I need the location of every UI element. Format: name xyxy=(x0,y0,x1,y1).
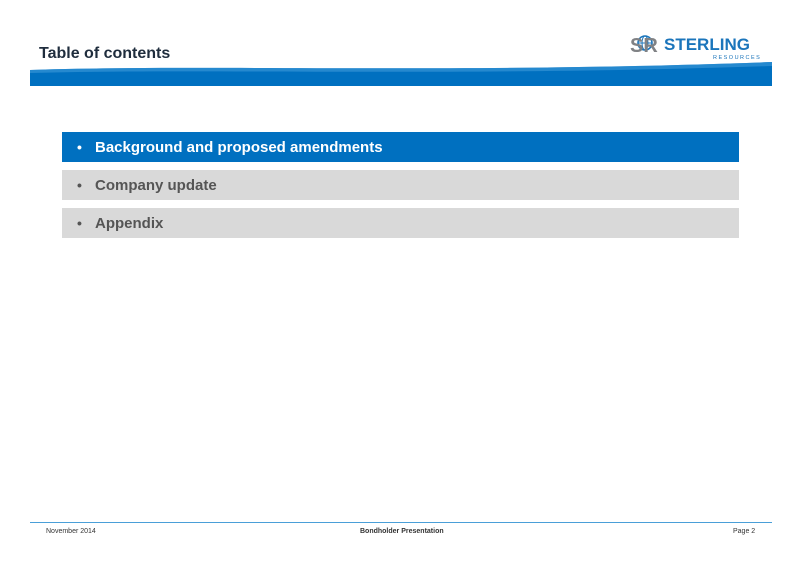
table-of-contents xyxy=(62,132,739,246)
toc-item-background[interactable] xyxy=(62,132,739,162)
footer-date: November 2014 xyxy=(46,528,96,535)
footer-title: Bondholder Presentation xyxy=(360,528,444,535)
logo-monogram: SR xyxy=(630,35,658,57)
header-wave-banner xyxy=(30,62,772,86)
footer-divider xyxy=(30,522,772,523)
toc-item-appendix[interactable] xyxy=(62,208,739,238)
toc-item-label: Company update xyxy=(95,176,217,194)
bullet: • xyxy=(77,177,82,193)
toc-item-label: Appendix xyxy=(95,214,164,232)
bullet: • xyxy=(77,215,82,231)
toc-item-label: Background and proposed amendments xyxy=(95,138,383,156)
toc-item-company-update[interactable] xyxy=(62,170,739,200)
page-title: Table of contents xyxy=(39,45,171,62)
sterling-resources-logo xyxy=(628,30,768,64)
logo-sub-text: RESOURCES xyxy=(713,55,762,61)
bullet: • xyxy=(77,139,82,155)
logo-main-text: STERLING xyxy=(664,35,750,54)
page-number: Page 2 xyxy=(733,528,756,535)
